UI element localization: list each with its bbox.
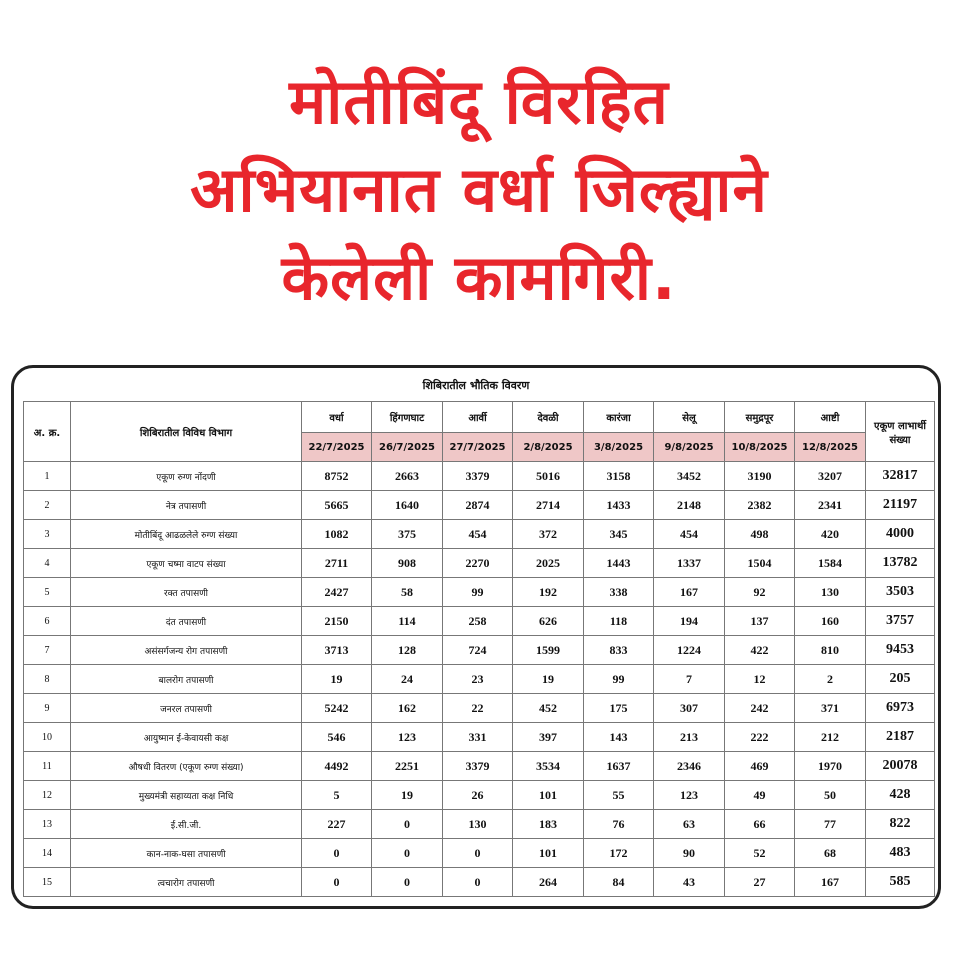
- row-total: 6973: [866, 694, 935, 723]
- row-value: 167: [795, 868, 866, 897]
- headline-line-3: केलेली कामगिरी.: [281, 241, 677, 314]
- row-department: नेत्र तपासणी: [71, 491, 302, 520]
- table-row: [24, 839, 935, 868]
- row-department: बालरोग तपासणी: [71, 665, 302, 694]
- row-value: 222: [725, 723, 795, 752]
- row-value: 2: [795, 665, 866, 694]
- row-value: 1337: [654, 549, 725, 578]
- table-row: [24, 636, 935, 665]
- row-department: ई.सी.जी.: [71, 810, 302, 839]
- row-value: 454: [654, 520, 725, 549]
- row-value: 3452: [654, 462, 725, 491]
- row-total: 13782: [866, 549, 935, 578]
- row-value: 172: [584, 839, 654, 868]
- row-value: 1224: [654, 636, 725, 665]
- header-place: आर्वी: [443, 402, 513, 433]
- header-dept: शिबिरातील विविध विभाग: [71, 402, 302, 462]
- row-total: 483: [866, 839, 935, 868]
- row-value: 23: [443, 665, 513, 694]
- header-place: सेलू: [654, 402, 725, 433]
- row-value: 1599: [513, 636, 584, 665]
- row-value: 58: [372, 578, 443, 607]
- row-value: 307: [654, 694, 725, 723]
- row-department: कान-नाक-घसा तपासणी: [71, 839, 302, 868]
- row-number: 2: [24, 491, 71, 520]
- headline-line-2: अभियानात वर्धा जिल्ह्याने: [190, 153, 768, 226]
- row-department: आयुष्मान ई-केवायसी कक्ष: [71, 723, 302, 752]
- row-department: औषधी वितरण (एकूण रुग्ण संख्या): [71, 752, 302, 781]
- row-value: 130: [795, 578, 866, 607]
- row-value: 63: [654, 810, 725, 839]
- row-value: 724: [443, 636, 513, 665]
- row-value: 2427: [302, 578, 372, 607]
- row-value: 7: [654, 665, 725, 694]
- row-value: 8752: [302, 462, 372, 491]
- row-value: 19: [513, 665, 584, 694]
- row-number: 1: [24, 462, 71, 491]
- row-value: 22: [443, 694, 513, 723]
- row-value: 397: [513, 723, 584, 752]
- row-value: 2341: [795, 491, 866, 520]
- row-value: 1504: [725, 549, 795, 578]
- row-value: 101: [513, 839, 584, 868]
- row-number: 12: [24, 781, 71, 810]
- row-value: 2382: [725, 491, 795, 520]
- table-row: [24, 549, 935, 578]
- row-value: 2270: [443, 549, 513, 578]
- row-value: 66: [725, 810, 795, 839]
- table-row: [24, 491, 935, 520]
- row-value: 3379: [443, 752, 513, 781]
- row-department: रक्त तपासणी: [71, 578, 302, 607]
- row-total: 20078: [866, 752, 935, 781]
- row-value: 2150: [302, 607, 372, 636]
- row-value: 12: [725, 665, 795, 694]
- row-value: 183: [513, 810, 584, 839]
- row-value: 50: [795, 781, 866, 810]
- row-total: 428: [866, 781, 935, 810]
- row-value: 242: [725, 694, 795, 723]
- row-value: 833: [584, 636, 654, 665]
- row-value: 123: [372, 723, 443, 752]
- row-value: 24: [372, 665, 443, 694]
- table-row: [24, 578, 935, 607]
- row-value: 331: [443, 723, 513, 752]
- row-value: 469: [725, 752, 795, 781]
- header-place: देवळी: [513, 402, 584, 433]
- table-row: [24, 694, 935, 723]
- row-value: 43: [654, 868, 725, 897]
- row-number: 11: [24, 752, 71, 781]
- row-value: 27: [725, 868, 795, 897]
- row-value: 908: [372, 549, 443, 578]
- row-value: 2714: [513, 491, 584, 520]
- row-value: 422: [725, 636, 795, 665]
- table-row: [24, 781, 935, 810]
- row-value: 52: [725, 839, 795, 868]
- row-total: 21197: [866, 491, 935, 520]
- row-value: 498: [725, 520, 795, 549]
- row-department: जनरल तपासणी: [71, 694, 302, 723]
- header-place: वर्धा: [302, 402, 372, 433]
- row-value: 0: [443, 868, 513, 897]
- row-value: 77: [795, 810, 866, 839]
- row-number: 5: [24, 578, 71, 607]
- table-body: [24, 462, 935, 897]
- row-value: 454: [443, 520, 513, 549]
- row-department: असंसर्गजन्य रोग तपासणी: [71, 636, 302, 665]
- header-place: हिंगणघाट: [372, 402, 443, 433]
- row-value: 90: [654, 839, 725, 868]
- row-value: 175: [584, 694, 654, 723]
- row-value: 194: [654, 607, 725, 636]
- table-row: [24, 752, 935, 781]
- row-value: 162: [372, 694, 443, 723]
- row-value: 49: [725, 781, 795, 810]
- row-value: 143: [584, 723, 654, 752]
- row-value: 68: [795, 839, 866, 868]
- row-total: 585: [866, 868, 935, 897]
- row-number: 9: [24, 694, 71, 723]
- row-value: 5: [302, 781, 372, 810]
- header-total: एकूण लाभार्थी संख्या: [866, 402, 935, 462]
- table-row: [24, 868, 935, 897]
- row-value: 626: [513, 607, 584, 636]
- row-department: मोतीबिंदू आढळलेले रुग्ण संख्या: [71, 520, 302, 549]
- header-date: 9/8/2025: [654, 433, 725, 462]
- row-department: एकूण चष्मा वाटप संख्या: [71, 549, 302, 578]
- row-value: 0: [302, 839, 372, 868]
- row-value: 160: [795, 607, 866, 636]
- row-value: 546: [302, 723, 372, 752]
- row-value: 372: [513, 520, 584, 549]
- header-place: कारंजा: [584, 402, 654, 433]
- row-total: 32817: [866, 462, 935, 491]
- row-value: 2025: [513, 549, 584, 578]
- row-total: 9453: [866, 636, 935, 665]
- row-department: मुख्यमंत्री सहाय्यता कक्ष निधि: [71, 781, 302, 810]
- headline-line-1: मोतीबिंदू विरहित: [289, 65, 669, 138]
- table-row: [24, 810, 935, 839]
- row-value: 19: [302, 665, 372, 694]
- row-value: 452: [513, 694, 584, 723]
- row-value: 3190: [725, 462, 795, 491]
- row-value: 3207: [795, 462, 866, 491]
- table-row: [24, 520, 935, 549]
- row-total: 3503: [866, 578, 935, 607]
- header-srno: अ. क्र.: [24, 402, 71, 462]
- row-value: 3158: [584, 462, 654, 491]
- row-value: 3534: [513, 752, 584, 781]
- row-total: 2187: [866, 723, 935, 752]
- row-value: 2874: [443, 491, 513, 520]
- row-total: 205: [866, 665, 935, 694]
- row-value: 2148: [654, 491, 725, 520]
- row-value: 26: [443, 781, 513, 810]
- header-place: आष्टी: [795, 402, 866, 433]
- row-value: 0: [372, 868, 443, 897]
- row-value: 76: [584, 810, 654, 839]
- row-total: 3757: [866, 607, 935, 636]
- row-value: 0: [372, 839, 443, 868]
- row-value: 0: [372, 810, 443, 839]
- row-number: 6: [24, 607, 71, 636]
- table-row: [24, 723, 935, 752]
- row-department: दंत तपासणी: [71, 607, 302, 636]
- row-value: 99: [443, 578, 513, 607]
- table-row: [24, 607, 935, 636]
- table-row: [24, 665, 935, 694]
- row-value: 167: [654, 578, 725, 607]
- row-value: 345: [584, 520, 654, 549]
- row-value: 192: [513, 578, 584, 607]
- row-value: 0: [443, 839, 513, 868]
- header-date: 2/8/2025: [513, 433, 584, 462]
- row-value: 118: [584, 607, 654, 636]
- row-value: 2251: [372, 752, 443, 781]
- table-row: [24, 462, 935, 491]
- row-value: 130: [443, 810, 513, 839]
- header-date: 26/7/2025: [372, 433, 443, 462]
- row-value: 338: [584, 578, 654, 607]
- row-value: 375: [372, 520, 443, 549]
- header-date: 12/8/2025: [795, 433, 866, 462]
- header-place: समुद्रपूर: [725, 402, 795, 433]
- row-value: 1970: [795, 752, 866, 781]
- row-value: 92: [725, 578, 795, 607]
- row-value: 5242: [302, 694, 372, 723]
- row-value: 101: [513, 781, 584, 810]
- row-department: एकूण रुग्ण नोंदणी: [71, 462, 302, 491]
- row-value: 0: [302, 868, 372, 897]
- row-value: 5665: [302, 491, 372, 520]
- row-value: 1082: [302, 520, 372, 549]
- row-value: 371: [795, 694, 866, 723]
- row-value: 5016: [513, 462, 584, 491]
- row-total: 822: [866, 810, 935, 839]
- row-value: 212: [795, 723, 866, 752]
- row-value: 128: [372, 636, 443, 665]
- row-total: 4000: [866, 520, 935, 549]
- row-value: 3713: [302, 636, 372, 665]
- report-card: [11, 365, 941, 909]
- row-number: 10: [24, 723, 71, 752]
- row-number: 4: [24, 549, 71, 578]
- row-department: त्वचारोग तपासणी: [71, 868, 302, 897]
- row-number: 3: [24, 520, 71, 549]
- row-value: 2346: [654, 752, 725, 781]
- row-value: 258: [443, 607, 513, 636]
- header-date: 3/8/2025: [584, 433, 654, 462]
- headline: [0, 58, 958, 322]
- row-value: 2711: [302, 549, 372, 578]
- row-value: 55: [584, 781, 654, 810]
- row-number: 8: [24, 665, 71, 694]
- row-value: 1637: [584, 752, 654, 781]
- row-value: 213: [654, 723, 725, 752]
- row-value: 227: [302, 810, 372, 839]
- row-value: 84: [584, 868, 654, 897]
- table-caption: शिबिरातील भौतिक विवरण: [422, 379, 530, 392]
- row-value: 264: [513, 868, 584, 897]
- row-value: 114: [372, 607, 443, 636]
- row-value: 1443: [584, 549, 654, 578]
- header-date: 27/7/2025: [443, 433, 513, 462]
- row-number: 13: [24, 810, 71, 839]
- statistics-table: [23, 401, 935, 897]
- row-value: 1640: [372, 491, 443, 520]
- header-date: 22/7/2025: [302, 433, 372, 462]
- row-value: 1433: [584, 491, 654, 520]
- row-value: 420: [795, 520, 866, 549]
- row-value: 123: [654, 781, 725, 810]
- row-value: 99: [584, 665, 654, 694]
- row-value: 19: [372, 781, 443, 810]
- row-value: 4492: [302, 752, 372, 781]
- row-number: 15: [24, 868, 71, 897]
- row-number: 14: [24, 839, 71, 868]
- row-value: 2663: [372, 462, 443, 491]
- row-value: 3379: [443, 462, 513, 491]
- row-value: 1584: [795, 549, 866, 578]
- header-date: 10/8/2025: [725, 433, 795, 462]
- row-value: 137: [725, 607, 795, 636]
- row-value: 810: [795, 636, 866, 665]
- row-number: 7: [24, 636, 71, 665]
